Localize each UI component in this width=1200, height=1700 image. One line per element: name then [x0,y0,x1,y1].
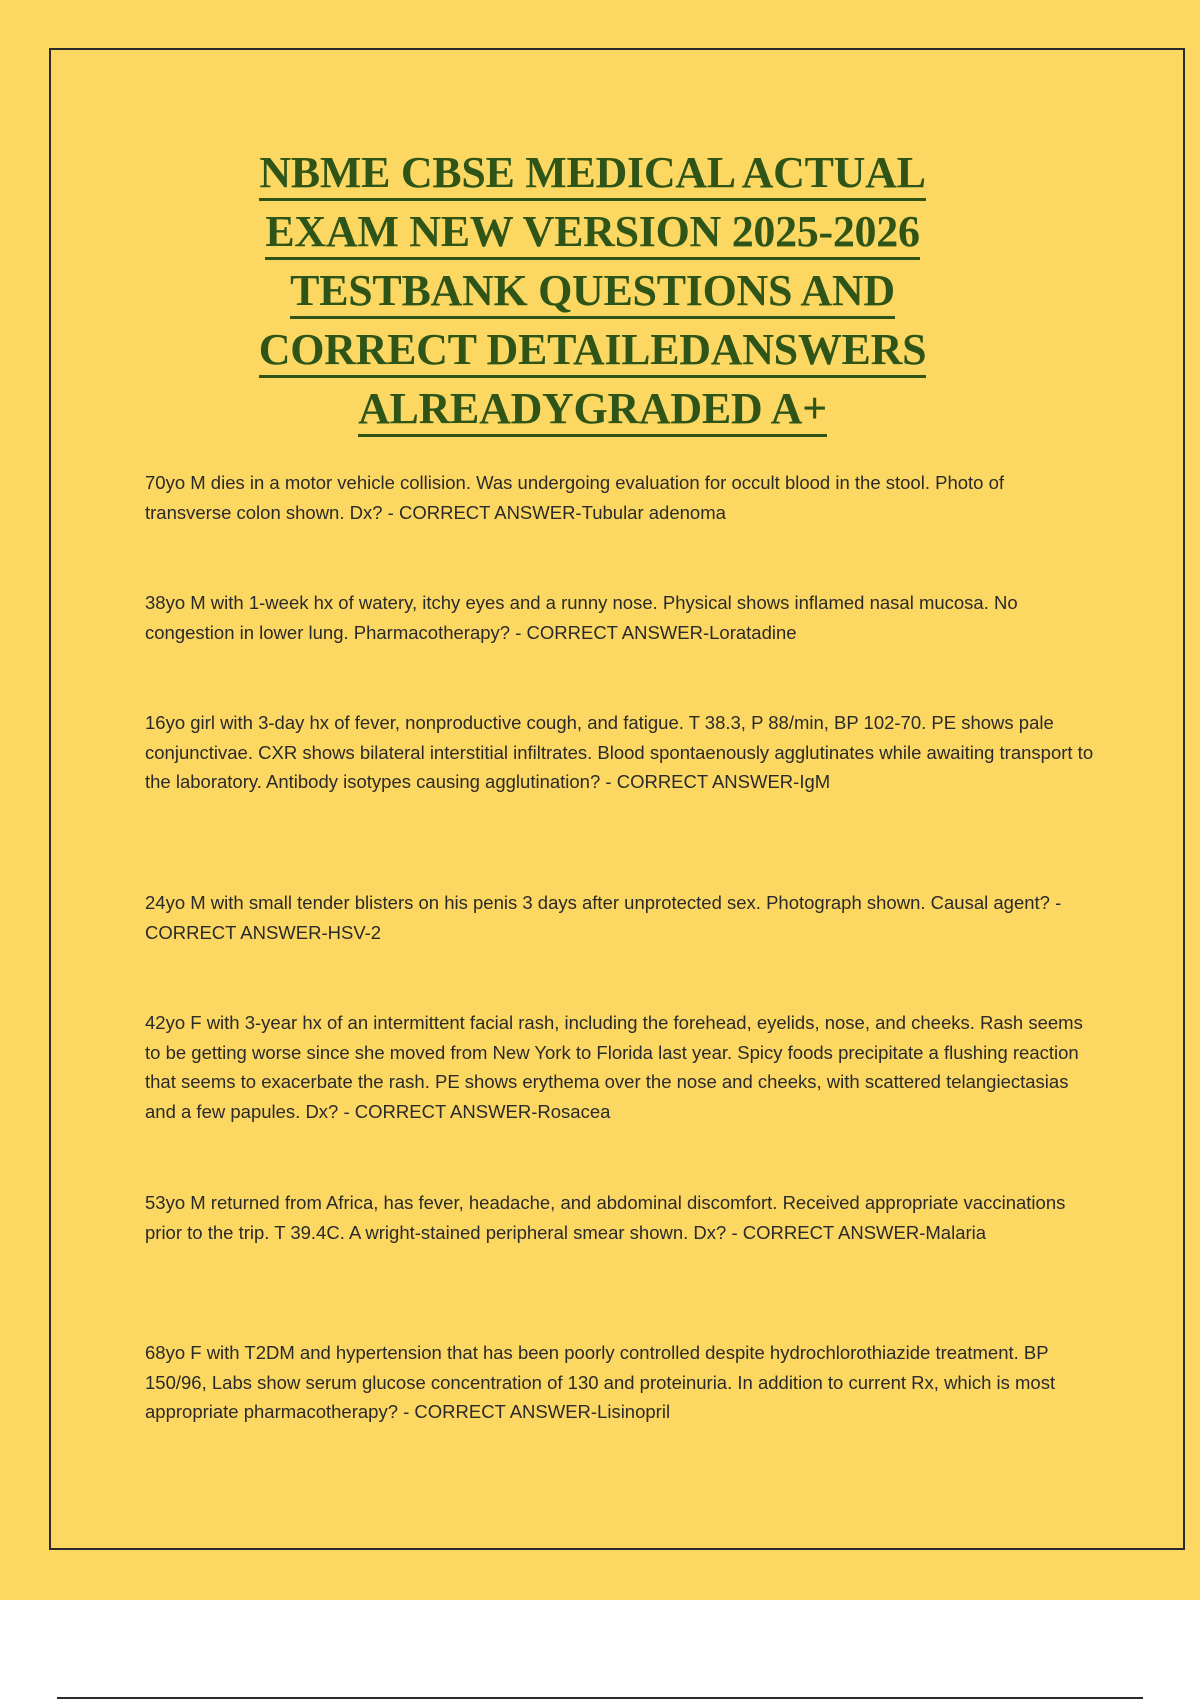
question-item: 68yo F with T2DM and hypertension that has been poorly controlled despite hydrochlorothiazide treatment. BP 150/96, Labs show serum glucose concentration of 130 and proteinuria. In addition to current Rx, which is most appropriate pharmacotherapy? - CORRECT ANSWER-Lisinopril [145,1342,1056,1422]
document-title [150,148,1035,443]
question-item: 38yo M with 1-week hx of watery, itchy eyes and a runny nose. Physical shows inflamed nasal mucosa. No congestion in lower lung. Pharmacotherapy? - CORRECT ANSWER-Loratadine [145,592,1018,643]
question-item: 70yo M dies in a motor vehicle collision. Was undergoing evaluation for occult blood in the stool. Photo of transverse colon shown. Dx? - CORRECT ANSWER-Tubular adenoma [145,472,1005,523]
title-line: CORRECT DETAILEDANSWERS [259,325,927,378]
title-line: NBME CBSE MEDICAL ACTUAL [259,148,925,201]
question-item: 16yo girl with 3-day hx of fever, nonproductive cough, and fatigue. T 38.3, P 88/min, BP 102-70. PE shows pale conjunctivae. CXR shows bilateral interstitial infiltrates. Blood spontaenously agglutinates while awaiting transport to the laboratory. Antibody isotypes causing agglutination? - CORRECT ANSWER-IgM [145,712,1094,792]
footer-divider [57,1697,1143,1699]
question-item: 24yo M with small tender blisters on his penis 3 days after unprotected sex. Photograph shown. Causal agent? - CORRECT ANSWER-HSV-2 [145,892,1062,943]
title-line: TESTBANK QUESTIONS AND [290,266,895,319]
question-item: 53yo M returned from Africa, has fever, headache, and abdominal discomfort. Received appropriate vaccinations prior to the trip. T 39.4C. A wright-stained peripheral smear shown. Dx? - CORRECT ANSWER-Malaria [145,1192,1066,1243]
title-line: EXAM NEW VERSION 2025-2026 [265,207,919,260]
title-line: ALREADYGRADED A+ [358,384,827,437]
question-item: 42yo F with 3-year hx of an intermittent facial rash, including the forehead, eyelids, nose, and cheeks. Rash seems to be getting worse since she moved from New York to Florida last year. Spicy foods precipitate a flushing reaction that seems to exacerbate the rash. PE shows erythema over the nose and cheeks, with scattered telangiectasias and a few papules. Dx? - CORRECT ANSWER-Rosacea [145,1012,1083,1122]
